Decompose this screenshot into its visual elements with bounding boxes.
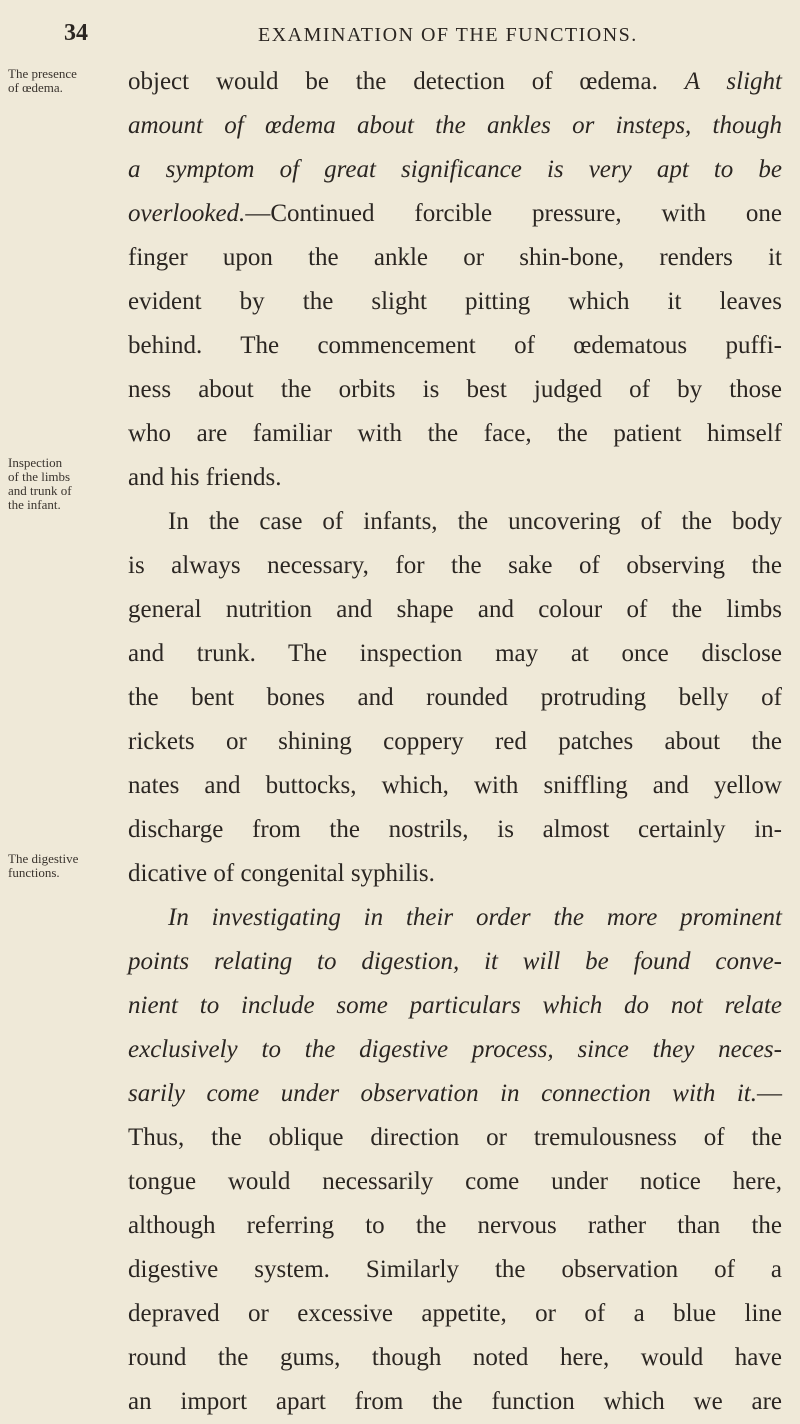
text-run: discharge from the nostrils, is almost certainly in- — [128, 816, 782, 843]
text-line — [128, 764, 782, 808]
text-run: ness about the orbits is best judged of by those — [128, 376, 782, 403]
text-run: behind. The commencement of œdematous puffi- — [128, 332, 782, 359]
text-line — [128, 720, 782, 764]
text-line — [128, 1336, 782, 1380]
text-line — [128, 1028, 782, 1072]
text-line — [128, 456, 782, 500]
text-line — [128, 1116, 782, 1160]
text-line — [128, 1380, 782, 1424]
text-line — [128, 280, 782, 324]
text-line — [128, 852, 782, 896]
text-run: who are familiar with the face, the patient himself — [128, 420, 782, 447]
text-run: is always necessary, for the sake of observing the — [128, 552, 782, 579]
margin-note-oedema — [8, 67, 126, 95]
text-run: tongue would necessarily come under notice here, — [128, 1168, 782, 1195]
margin-note-inspection — [8, 456, 126, 512]
text-line — [128, 104, 782, 148]
margin-note-digestive — [8, 852, 126, 880]
text-run: although referring to the nervous rather than the — [128, 1212, 782, 1239]
text-line — [128, 632, 782, 676]
text-run: depraved or excessive appetite, or of a blue line — [128, 1300, 782, 1327]
text-line — [128, 984, 782, 1028]
italic-run: points relating to digestion, it will be found conve- — [128, 948, 782, 975]
text-line — [128, 1204, 782, 1248]
italic-run: exclusively to the digestive process, since they neces- — [128, 1036, 782, 1063]
text-run: the bent bones and rounded protruding belly of — [128, 684, 782, 711]
text-run: rickets or shining coppery red patches about the — [128, 728, 782, 755]
text-run: In the case of infants, the uncovering of the body — [168, 508, 782, 535]
text-line — [128, 412, 782, 456]
text-line — [128, 192, 782, 236]
text-run: object would be the detection of œdema. — [128, 68, 685, 95]
text-line — [128, 1248, 782, 1292]
italic-run: In investigating in their order the more prominent — [168, 904, 782, 931]
italic-run: sarily come under observation in connection with it. — [128, 1080, 757, 1107]
margin-note-line: The digestive — [8, 851, 79, 866]
text-run: digestive system. Similarly the observation of a — [128, 1256, 782, 1283]
text-line — [128, 1072, 782, 1116]
margin-note-line: Inspection — [8, 455, 63, 470]
margin-note-line: of œdema. — [8, 80, 63, 95]
text-line — [128, 896, 782, 940]
italic-run: a symptom of great significance is very apt to be — [128, 156, 782, 183]
text-run: round the gums, though noted here, would have — [128, 1344, 782, 1371]
text-line — [128, 60, 782, 104]
text-line — [128, 148, 782, 192]
italic-run: A slight — [684, 68, 782, 95]
text-line — [128, 324, 782, 368]
margin-note-line: the infant. — [8, 497, 61, 512]
text-line — [128, 808, 782, 852]
text-line — [128, 1292, 782, 1336]
text-line — [128, 676, 782, 720]
text-run: finger upon the ankle or shin-bone, renders it — [128, 244, 782, 271]
text-line — [128, 544, 782, 588]
margin-note-line: and trunk of — [8, 483, 72, 498]
margin-note-line: of the limbs — [8, 469, 71, 484]
page-number: 34 — [64, 20, 88, 46]
text-run: — — [757, 1080, 782, 1107]
text-run: dicative of congenital syphilis. — [128, 860, 435, 887]
italic-run: nient to include some particulars which do not relate — [128, 992, 782, 1019]
running-title: EXAMINATION OF THE FUNCTIONS. — [258, 24, 638, 46]
italic-run: amount of œdema about the ankles or insteps, though — [128, 112, 782, 139]
text-run: evident by the slight pitting which it leaves — [128, 288, 782, 315]
text-line — [128, 588, 782, 632]
text-run: general nutrition and shape and colour of the limbs — [128, 596, 782, 623]
text-run: —Continued forcible pressure, with one — [245, 200, 782, 227]
italic-run: overlooked. — [128, 200, 246, 227]
text-line — [128, 236, 782, 280]
text-run: and his friends. — [128, 464, 282, 491]
text-line — [128, 500, 782, 544]
text-line — [128, 940, 782, 984]
text-line — [128, 1160, 782, 1204]
margin-note-line: The presence — [8, 66, 77, 81]
text-run: and trunk. The inspection may at once disclose — [128, 640, 782, 667]
text-run: Thus, the oblique direction or tremulousness of the — [128, 1124, 782, 1151]
margin-note-line: functions. — [8, 865, 60, 880]
text-run: nates and buttocks, which, with sniffling and yellow — [128, 772, 782, 799]
text-line — [128, 368, 782, 412]
text-run: an import apart from the function which we are — [128, 1388, 782, 1415]
body-text — [128, 60, 782, 1424]
